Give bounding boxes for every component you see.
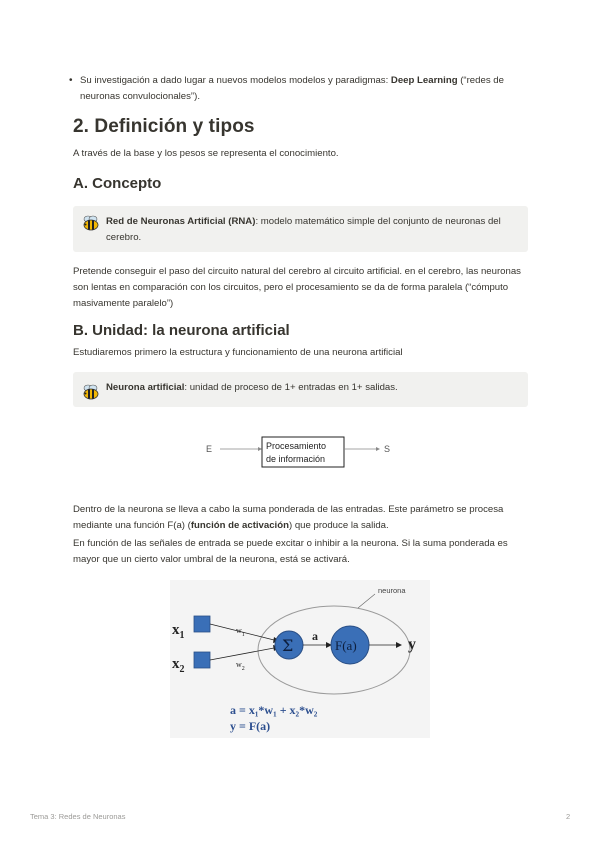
box-label-line2: de información [266, 454, 326, 464]
diagram-output-label: S [384, 444, 391, 454]
fa-label: F(a) [335, 638, 357, 653]
a-label: a [312, 629, 318, 643]
diagram-input-label: E [206, 444, 213, 454]
equation-y: y = F(a) [230, 719, 271, 733]
input-node-x1 [194, 616, 210, 632]
p1-bold: función de activación [190, 520, 289, 531]
equation-a: a = x₁*w₁ + x₂*w₂ [230, 703, 318, 717]
callout-definition: : unidad de proceso de 1+ entradas en 1+ salidas. [184, 382, 398, 393]
neuron-diagram [170, 580, 430, 738]
arrow-head [376, 447, 380, 451]
paragraph-intro-b: Estudiaremos primero la estructura y funcionamiento de una neurona artificial [73, 347, 403, 358]
box-label-line1: Procesamiento [266, 441, 327, 451]
neuron-label: neurona [378, 586, 406, 595]
callout-term: Red de Neuronas Artificial (RNA) [106, 216, 256, 227]
paragraph-activation: En función de las señales de entrada se puede excitar o inhibir a la neurona. Si la suma ponderada es mayor que un cierto valor umbral de la neurona, está se activará. [73, 538, 508, 565]
input-node-x2 [194, 652, 210, 668]
callout-rna [73, 206, 528, 252]
bullet-text-after: (“redes de neuronas convulocionales”). [80, 75, 504, 102]
callout-text [106, 214, 516, 246]
bee-icon [82, 215, 100, 231]
sum-symbol: Σ [282, 636, 294, 655]
arrow-head [258, 447, 262, 451]
y-label: y [408, 636, 416, 653]
processing-diagram [200, 428, 400, 474]
p1-text: Dentro de la neurona se lleva a cabo la suma ponderada de las entradas. Este parámetro se procesa mediante una función F(a) ( [73, 504, 504, 531]
callout-text [106, 380, 516, 396]
footer-title: Tema 3: Redes de Neuronas [30, 812, 126, 821]
callout-term: Neurona artificial [106, 382, 185, 393]
bee-icon [82, 384, 100, 400]
paragraph-weighted-sum [73, 502, 528, 534]
list-item [80, 73, 530, 105]
section-heading: 2. Definición y tipos [73, 116, 255, 137]
paragraph-concept: Pretende conseguir el paso del circuito natural del cerebro al circuito artificial. en el cerebro, las neuronas son lentas en comparación con los circuitos, pero el procesamiento se da de forma paralela (“cómputo masivamente paralelo”) [73, 266, 521, 309]
x1-label: $x_1$ [172, 622, 185, 641]
callout-neurona [73, 372, 528, 407]
page-number: 2 [566, 812, 571, 821]
subsection-heading-b: B. Unidad: la neurona artificial [73, 322, 290, 339]
callout-definition: : modelo matemático simple del conjunto de neuronas del cerebro. [106, 216, 501, 243]
x2-label: $x_2$ [172, 656, 185, 675]
p1-text-after: ) que produce la salida. [288, 520, 389, 531]
subsection-heading-a: A. Concepto [73, 175, 162, 192]
bullet-bold: Deep Learning [390, 75, 458, 86]
w2-label: $w_2$ [236, 660, 245, 672]
w1-label: $w_1$ [236, 626, 245, 638]
section-intro: A través de la base y los pesos se representa el conocimiento. [73, 148, 339, 159]
bullet-text: Su investigación a dado lugar a nuevos modelos modelos y paradigmas: [80, 75, 391, 86]
